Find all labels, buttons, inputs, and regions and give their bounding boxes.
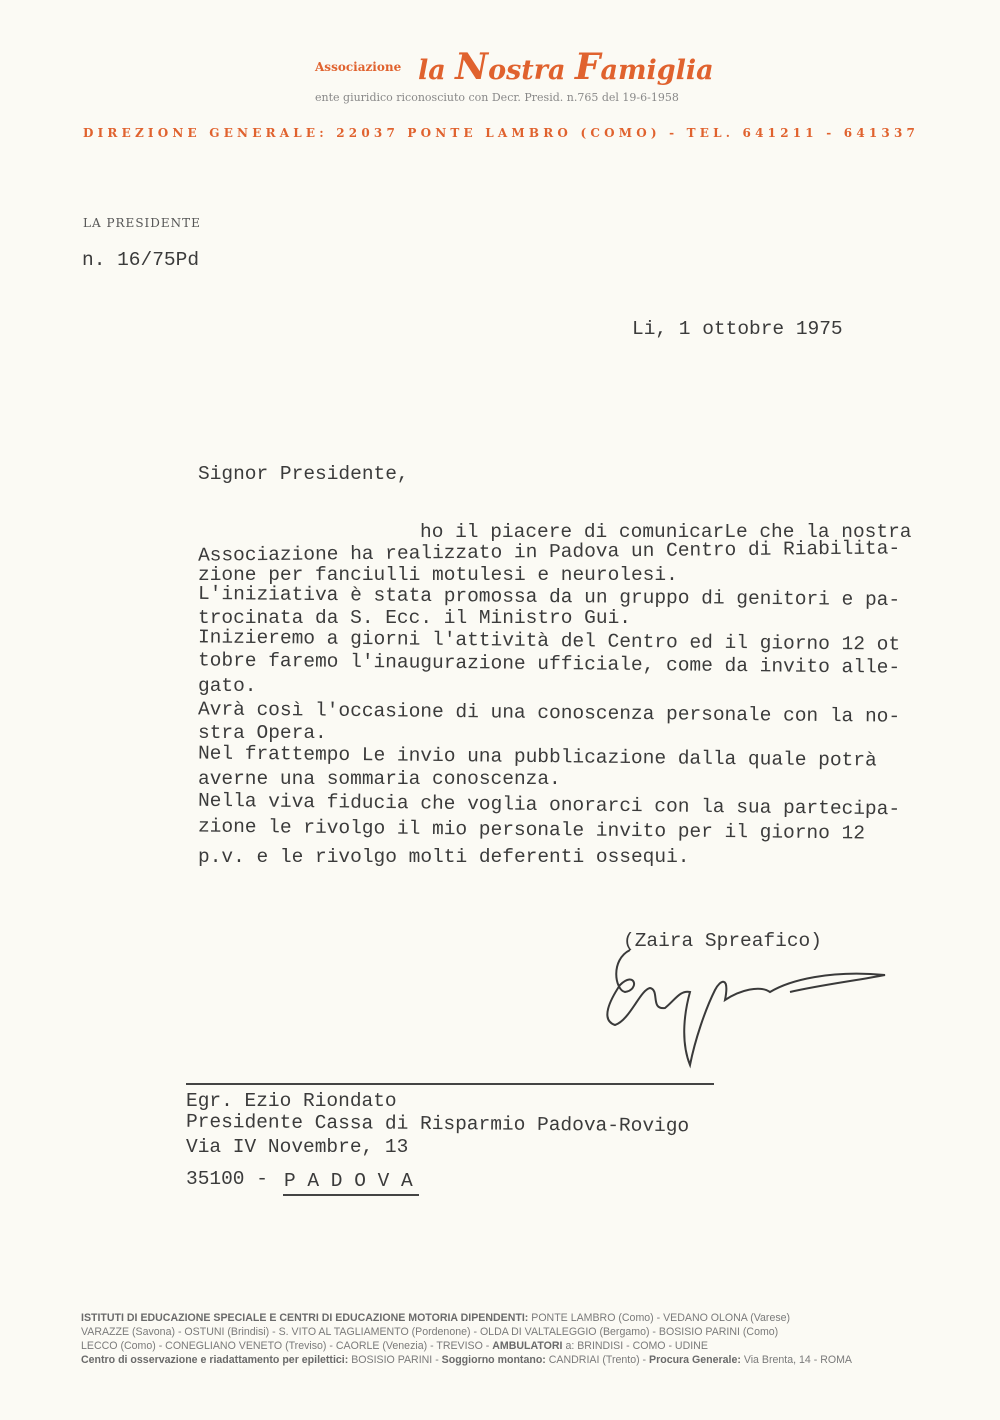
body-line: stra Opera.: [198, 722, 327, 744]
recipient-name: Egr. Ezio Riondato: [186, 1090, 397, 1112]
brand-la: la: [418, 55, 446, 86]
city-underline: [283, 1194, 419, 1196]
footer-line-3: [81, 1340, 708, 1352]
recipient-title: Presidente Cassa di Risparmio Padova-Rovigo: [185, 1110, 690, 1138]
protocol-number: n. 16/75Pd: [82, 249, 200, 271]
body-line: ho il piacere di comunicarLe che la nostra: [420, 521, 912, 543]
recipient-city: P A D O V A: [284, 1170, 413, 1192]
signatory-name: (Zaira Spreafico): [623, 930, 822, 952]
body-line: zione per fanciulli motulesi e neurolesi.: [198, 564, 678, 586]
handwritten-signature: [590, 930, 900, 1075]
footer-line-2: VARAZZE (Savona) - OSTUNI (Brindisi) - S. VITO AL TAGLIAMENTO (Pordenone) - OLDA DI VALTALEGGIO (Bergamo) - BOSISIO PARINI (Como): [81, 1326, 779, 1338]
brand-logo: [418, 46, 714, 88]
sender-role: LA PRESIDENTE: [83, 216, 201, 230]
body-line: p.v. e le rivolgo molti deferenti ossequi.: [198, 846, 690, 868]
head-office-address: DIREZIONE GENERALE: 22037 PONTE LAMBRO (COMO) - TEL. 641211 - 641337: [83, 126, 920, 140]
legal-subtitle: ente giuridico riconosciuto con Decr. Presid. n.765 del 19-6-1958: [315, 91, 679, 104]
recipient-street: Via IV Novembre, 13: [186, 1136, 409, 1158]
association-label: Associazione: [315, 60, 402, 74]
brand-n: N: [455, 46, 489, 88]
body-line: L'iniziativa è stata promossa da un gruppo di genitori e pa-: [197, 582, 901, 612]
footer-heading: Centro di osservazione e riadattamento per epilettici:: [81, 1354, 349, 1366]
footer-heading: Soggiorno montano:: [441, 1354, 546, 1366]
brand-famiglia: amiglia: [600, 55, 714, 86]
body-line: Associazione ha realizzato in Padova un Centro di Riabilita-: [197, 537, 901, 567]
recipient-zip: 35100 -: [186, 1168, 268, 1190]
body-line: Inizieremo a giorni l'attività del Centro ed il giorno 12 ot: [197, 626, 901, 656]
brand-f: F: [574, 46, 601, 88]
body-line: Avrà così l'occasione di una conoscenza personale con la no-: [197, 698, 901, 728]
footer-line-1: [81, 1312, 790, 1324]
body-line: Nella viva fiducia che voglia onorarci con la sua partecipa-: [197, 789, 901, 821]
footer-heading: AMBULATORI: [492, 1340, 563, 1352]
footer-text: PONTE LAMBRO (Como) - VEDANO OLONA (Varese): [528, 1312, 791, 1324]
body-line: averne una sommaria conoscenza.: [198, 768, 561, 790]
footer-text: Via Brenta, 14 - ROMA: [740, 1354, 852, 1366]
footer-text: CANDRIAI (Trento) -: [545, 1354, 650, 1366]
footer-text: LECCO (Como) - CONEGLIANO VENETO (Treviso) - CAORLE (Venezia) - TREVISO -: [81, 1340, 493, 1352]
footer-heading: Procura Generale:: [649, 1354, 741, 1366]
body-line: trocinata da S. Ecc. il Ministro Gui.: [198, 607, 631, 629]
divider-line: [186, 1083, 714, 1085]
letter-date: Li, 1 ottobre 1975: [632, 318, 843, 340]
body-line: tobre faremo l'inaugurazione ufficiale, come da invito alle-: [197, 649, 901, 679]
footer-line-4: [81, 1354, 852, 1366]
brand-nostra: ostra: [488, 55, 566, 86]
footer-heading: ISTITUTI DI EDUCAZIONE SPECIALE E CENTRI DI EDUCAZIONE MOTORIA DIPENDENTI:: [81, 1312, 529, 1324]
body-line: Nel frattempo Le invio una pubblicazione dalla quale potrà: [197, 742, 877, 772]
salutation: Signor Presidente,: [198, 463, 409, 485]
body-line: zione le rivolgo il mio personale invito per il giorno 12: [197, 815, 866, 845]
footer-text: BOSISIO PARINI -: [348, 1354, 442, 1366]
footer-text: a: BRINDISI - COMO - UDINE: [562, 1340, 708, 1352]
body-line: gato.: [198, 675, 257, 697]
